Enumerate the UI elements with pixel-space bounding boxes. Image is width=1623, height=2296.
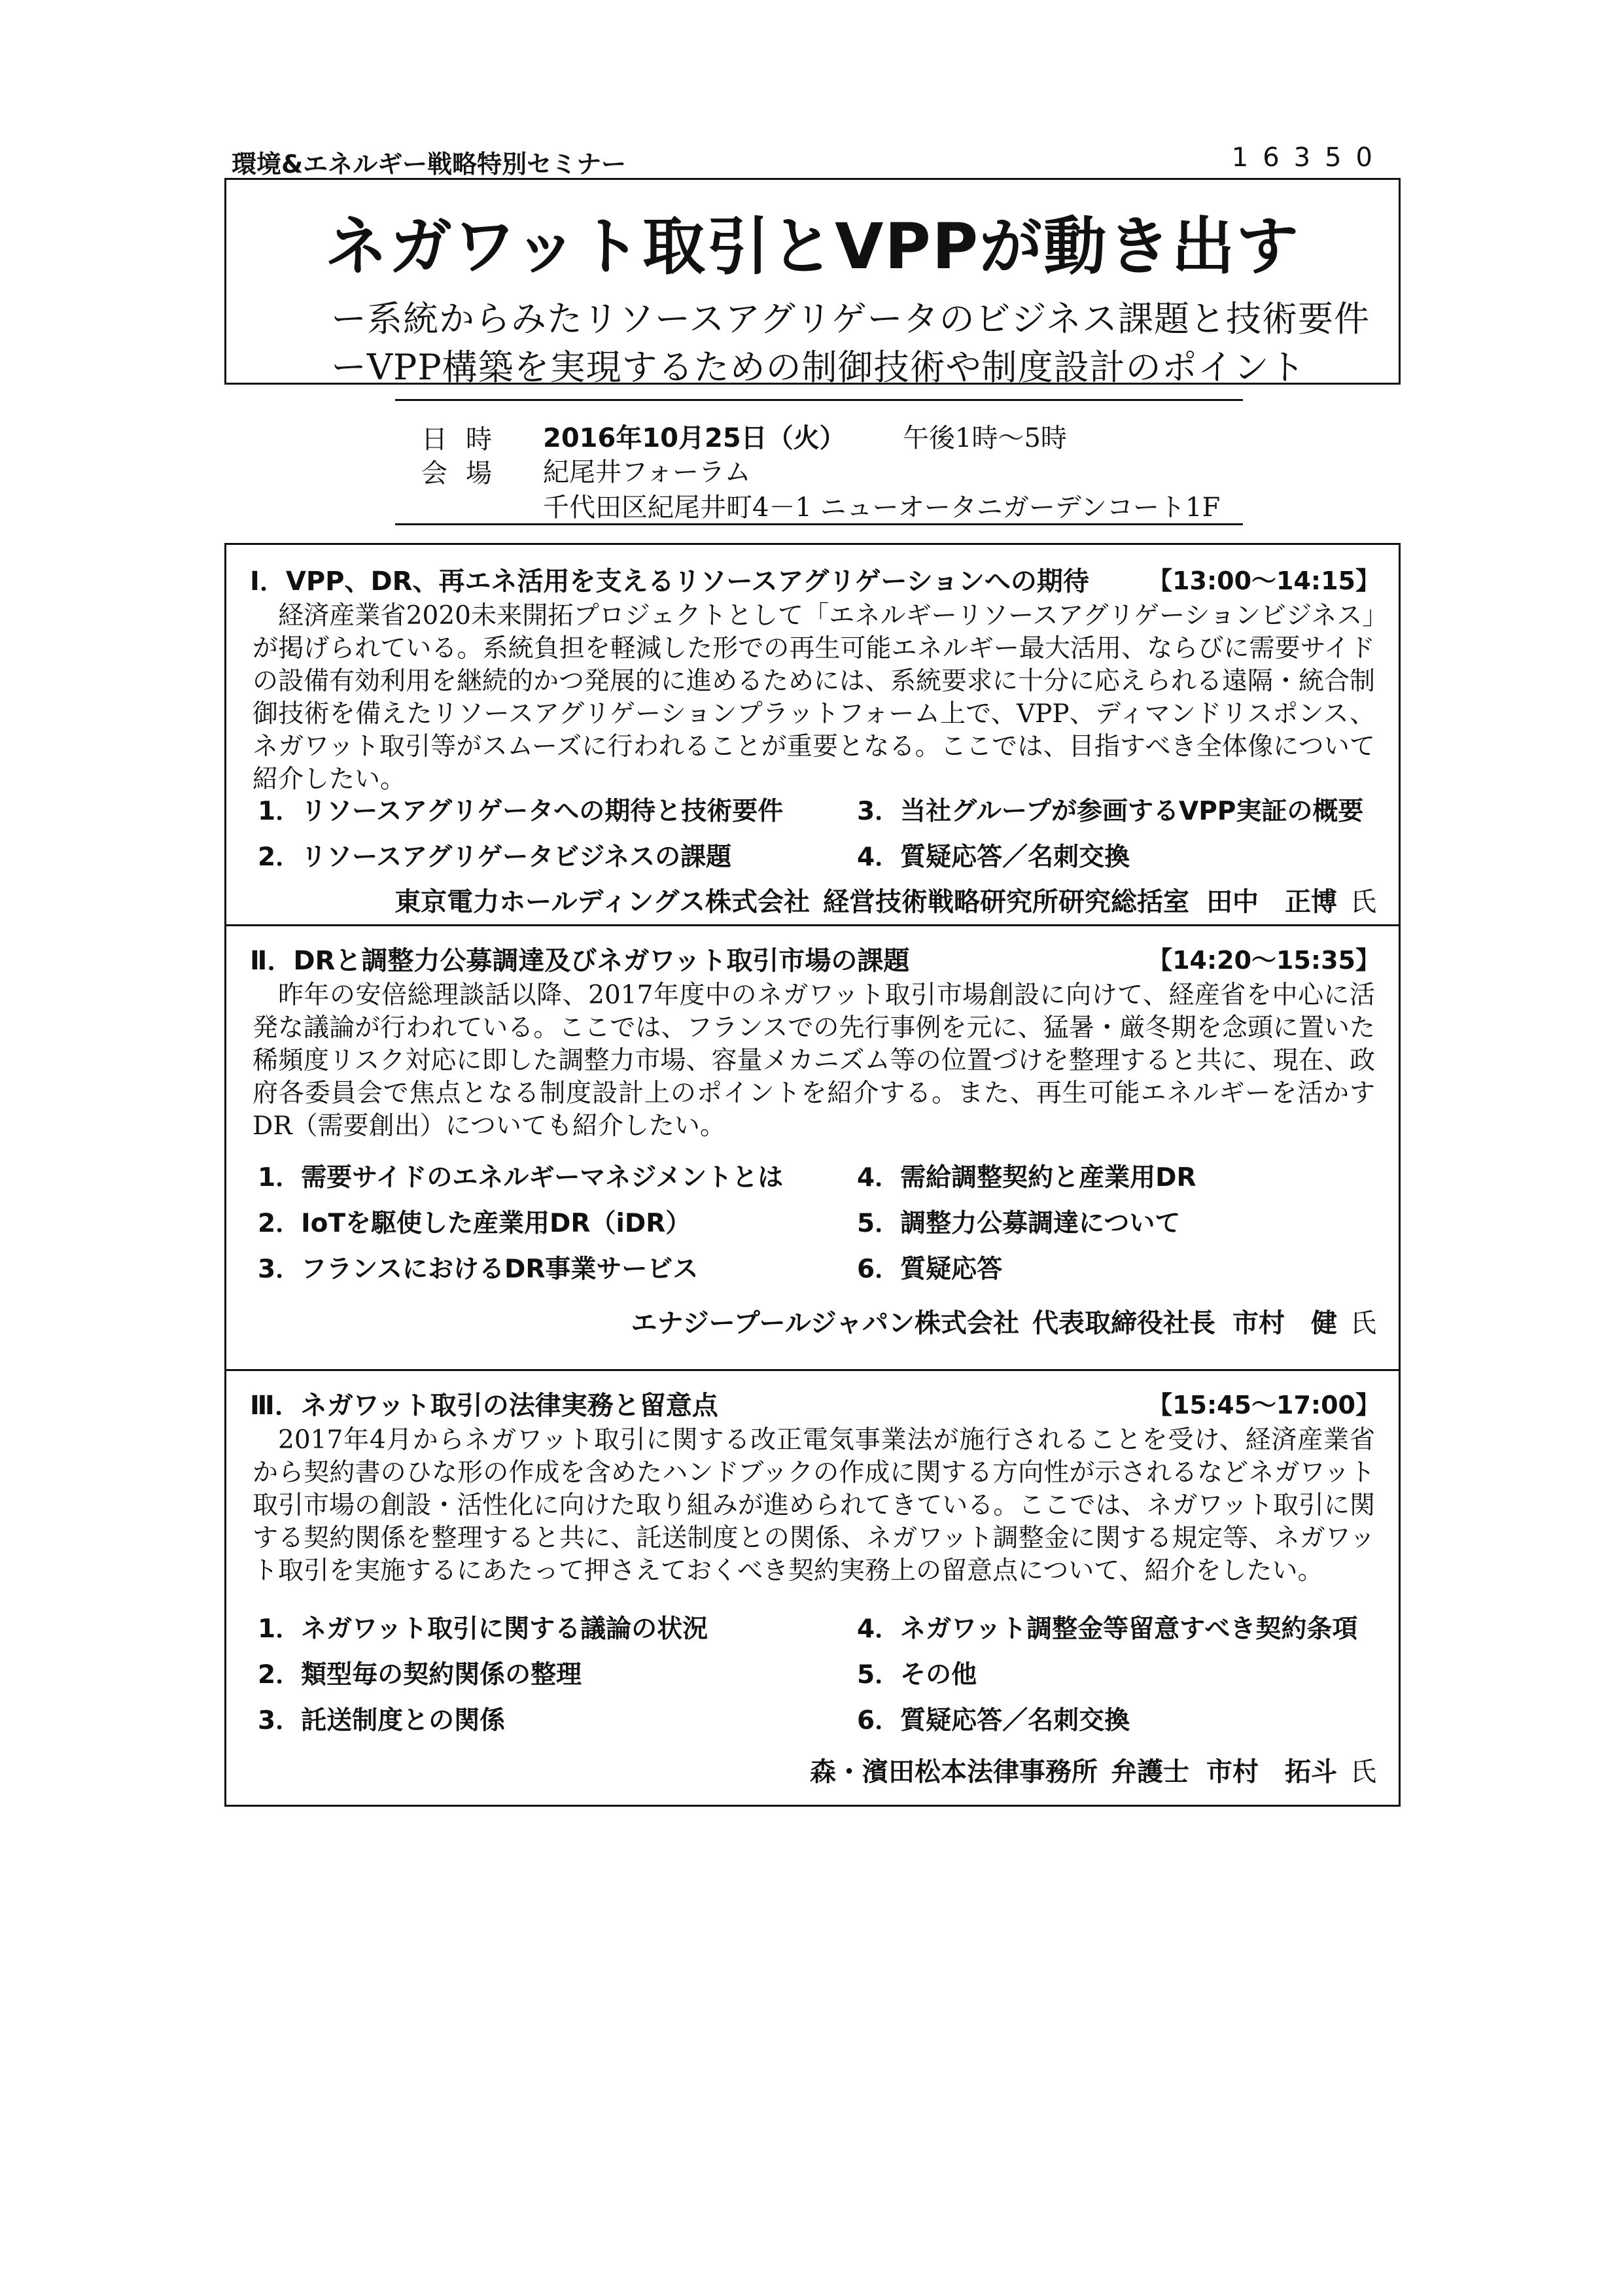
speaker-honorific: 氏 [1350,1308,1376,1338]
topic-item: 3．フランスにおけるDR事業サービス [258,1255,699,1284]
speaker-title: 経営技術戦略研究所研究総括室 [823,887,1189,917]
topic-item: 3．当社グループが参画するVPP実証の概要 [857,797,1364,826]
time-value: 午後1時～5時 [903,423,1067,453]
header-row [222,140,1400,181]
session-2 [226,924,1399,1369]
schedule-top-rule [395,399,1243,401]
sessions-box [224,543,1401,1807]
venue-label: 会場 [421,459,510,489]
topic-item: 6．質疑応答 [857,1255,1003,1284]
topic-item: 3．託送制度との関係 [258,1706,506,1735]
subtitle-2: ーVPP構築を実現するための制御技術や制度設計のポイント [331,347,1306,388]
session-description: 昨年の安倍総理談話以降、2017年度中のネガワット取引市場創設に向けて、経産省を中心に活発な議論が行われている。ここでは、フランスでの先行事例を元に、猛暑・厳冬期を念頭に置いた稀頻度リスク対応に即した調整力市場、容量メカニズム等の位置づけを整理すると共に、現在、政府各委員会で焦点となる制度設計上のポイントを紹介する。また、再生可能エネルギーを活かすDR（需要創出）についても紹介したい。 [253,981,1375,1141]
title-box [224,178,1401,388]
session-title: Ⅱ．DRと調整力公募調達及びネガワット取引市場の課題 [250,946,910,976]
speaker-honorific: 氏 [1350,887,1376,917]
topic-item: 5．調整力公募調達について [857,1209,1181,1238]
topic-item: 2．リソースアグリゲータビジネスの課題 [258,843,732,872]
session-description: 2017年4月からネガワット取引に関する改正電気事業法が施行されることを受け、経済産業省から契約書のひな形の作成を含めたハンドブックの作成に関する方向性が示されるなどネガワット取引市場の創設・活性化に向けた取り組みが進められてきている。ここでは、ネガワット取引に関する契約関係を整理すると共に、託送制度との関係、ネガワット調整金に関する規定等、ネガワット取引を実施するにあたって押さえておくべき契約実務上の留意点について、紹介をしたい。 [253,1425,1375,1586]
topic-item: 2．類型毎の契約関係の整理 [258,1660,582,1690]
seminar-code: 16350 [1231,143,1387,173]
speaker-name: 市村 拓斗 [1206,1757,1337,1787]
series-name: 環境&エネルギー戦略特別セミナー [232,150,627,179]
topic-item: 1．ネガワット取引に関する議論の状況 [258,1614,708,1644]
topic-item: 4．質疑応答／名刺交換 [857,843,1130,872]
speaker [810,1751,1376,1788]
speaker-org: 森・濱田松本法律事務所 [810,1757,1098,1787]
subtitle-1: ー系統からみたリソースアグリゲータのビジネス課題と技術要件 [331,298,1370,339]
speaker-name: 市村 健 [1232,1308,1337,1338]
speaker [394,881,1376,918]
schedule-bottom-rule [395,523,1243,525]
session-description: 経済産業省2020未来開拓プロジェクトとして「エネルギーリソースアグリゲーションビジネス」が掲げられている。系統負担を軽減した形での再生可能エネルギー最大活用、ならびに需要サイドの設備有効利用を継続的かつ発展的に進めるためには、系統要求に十分に応えられる遠隔・統合制御技術を備えたリソースアグリゲーションプラットフォーム上で、VPP、ディマンドリスポンス、ネガワット取引等がスムーズに行われることが重要となる。ここでは、目指すべき全体像について紹介したい。 [253,601,1376,794]
session-title: Ⅲ．ネガワット取引の法律実務と留意点 [250,1391,718,1421]
speaker-title: 弁護士 [1111,1757,1189,1787]
speaker-name: 田中 正博 [1206,887,1337,917]
session-time: 【15:45～17:00】 [1147,1391,1380,1419]
session-title: Ⅰ．VPP、DR、再エネ活用を支えるリソースアグリゲーションへの期待 [250,566,1089,597]
date-label: 日時 [421,425,510,455]
topic-item: 5．その他 [857,1660,977,1690]
topic-item: 6．質疑応答／名刺交換 [857,1706,1130,1735]
venue-address: 千代田区紀尾井町4－1 ニューオータニガーデンコート1F [543,493,1221,523]
speaker-org: エナジープールジャパン株式会社 [631,1308,1019,1338]
seminar-title: ネガワット取引とVPPが動き出す [324,210,1300,283]
speaker-honorific: 氏 [1350,1757,1376,1787]
topic-item: 4．ネガワット調整金等留意すべき契約条項 [857,1614,1358,1644]
session-time: 【14:20～15:35】 [1147,946,1380,975]
speaker-title: 代表取締役社長 [1032,1308,1215,1338]
speaker-org: 東京電力ホールディングス株式会社 [394,887,810,917]
topic-item: 4．需給調整契約と産業用DR [857,1163,1196,1192]
session-3 [226,1369,1399,1805]
venue-name: 紀尾井フォーラム [543,457,751,487]
topic-item: 2．IoTを駆使した産業用DR（iDR） [258,1209,691,1238]
topic-item: 1．リソースアグリゲータへの期待と技術要件 [258,797,784,826]
session-1 [226,545,1399,924]
speaker [631,1302,1376,1340]
session-time: 【13:00～14:15】 [1147,566,1380,595]
topic-item: 1．需要サイドのエネルギーマネジメントとは [258,1163,784,1192]
date-value: 2016年10月25日（火） [543,423,846,453]
